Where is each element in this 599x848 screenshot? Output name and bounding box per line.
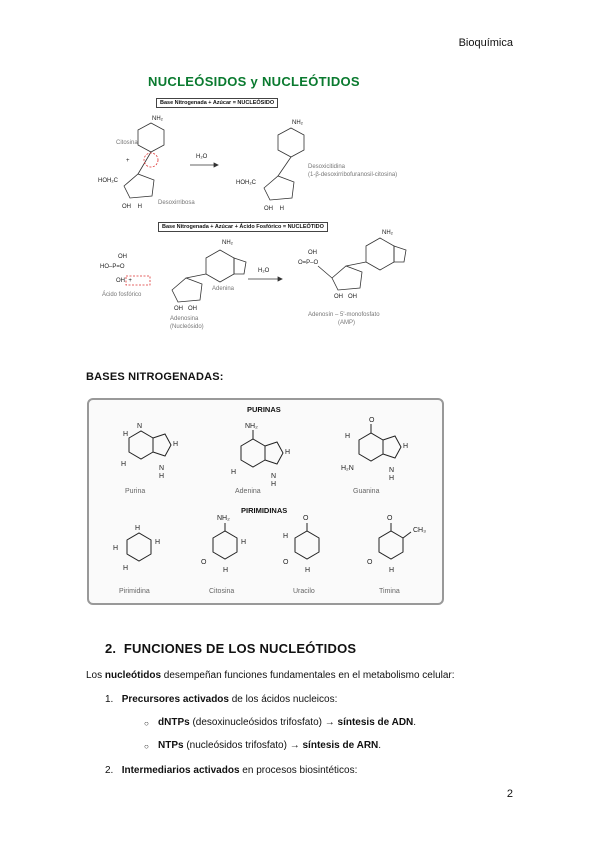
label-acido-fosforico: Ácido fosfórico bbox=[102, 292, 142, 298]
svg-text:H: H bbox=[223, 567, 229, 574]
label-adenosina-sub: (Nucleósido) bbox=[170, 324, 204, 330]
label-desoxicitidina: Desoxicitidina bbox=[308, 164, 346, 170]
intro-paragraph: Los nucleótidos desempeñan funciones fundamentales en el metabolismo celular: bbox=[86, 670, 455, 681]
svg-text:H: H bbox=[389, 567, 395, 574]
svg-text:H: H bbox=[135, 525, 141, 532]
svg-text:H: H bbox=[389, 475, 395, 482]
svg-text:N: N bbox=[159, 465, 165, 472]
label-desoxicitidina-sub: (1-β-desoxirribofuranosil-citosina) bbox=[308, 172, 398, 178]
base-name-pirimidina: Pirimidina bbox=[119, 588, 150, 595]
label-desoxirribosa: Desoxirribosa bbox=[158, 200, 195, 206]
svg-text:H: H bbox=[123, 431, 129, 438]
svg-text:H: H bbox=[231, 469, 237, 476]
label-adenina: Adenina bbox=[212, 286, 235, 292]
svg-text:H: H bbox=[241, 539, 247, 546]
base-name-citosina: Citosina bbox=[209, 588, 235, 595]
base-name-purina: Purina bbox=[125, 488, 146, 495]
svg-text:H: H bbox=[283, 533, 289, 540]
svg-text:H: H bbox=[123, 565, 129, 572]
pirimidinas-heading: PIRIMIDINAS bbox=[241, 506, 288, 515]
nucleosido-formula-box: Base Nitrogenada + Azúcar = NUCLEÓSIDO bbox=[156, 98, 278, 108]
base-name-timina: Timina bbox=[379, 588, 400, 595]
svg-text:H: H bbox=[173, 441, 179, 448]
label-amp-sub: (AMP) bbox=[338, 320, 355, 326]
label-water-2: H₂O bbox=[258, 268, 270, 274]
base-name-guanina: Guanina bbox=[353, 488, 380, 495]
nucleosidos-figure: NUCLEÓSIDOS y NUCLEÓTIDOS Base Nitrogenada + Azúcar = NUCLEÓSIDO Base Nitrogenada + Azúcar + Ácido Fosfórico = NUCLEÓTIDO NH₂ Citosina + HOH₂C OH H Desoxirribosa H₂O NH₂ HOH₂C OH H Desoxicitidina (1-β-desoxirribofuranosil-citosina) OH HO–P=O OH + Ácido fosfórico NH₂ Adenina OH OH Adenosina (Nucleósido) H₂O NH₂ OH O=P–O OH OH Adenosín – 5'-monofosfato (AMP) bbox=[86, 68, 416, 334]
svg-text:N: N bbox=[271, 473, 277, 480]
svg-text:O: O bbox=[367, 559, 373, 566]
label-amp: Adenosín – 5'-monofosfato bbox=[308, 312, 380, 318]
bases-nitrogenadas-figure bbox=[87, 398, 444, 605]
figure-title: NUCLEÓSIDOS y NUCLEÓTIDOS bbox=[148, 74, 360, 89]
bullet-icon: ○ bbox=[144, 742, 149, 751]
svg-text:H: H bbox=[159, 473, 165, 480]
svg-text:H: H bbox=[113, 545, 119, 552]
svg-text:H: H bbox=[155, 539, 161, 546]
bases-title: BASES NITROGENADAS: bbox=[86, 371, 224, 383]
svg-text:O: O bbox=[369, 417, 375, 424]
list-item-1: 1. Precursores activados de los ácidos nucleicos: bbox=[105, 694, 338, 705]
list-item-2: 2. Intermediarios activados en procesos biosintéticos: bbox=[105, 765, 358, 776]
page-header: Bioquímica bbox=[458, 37, 513, 49]
svg-text:O: O bbox=[201, 559, 207, 566]
svg-text:H: H bbox=[271, 481, 277, 488]
svg-text:N: N bbox=[389, 467, 395, 474]
svg-text:O: O bbox=[283, 559, 289, 566]
bullet-icon: ○ bbox=[144, 719, 149, 728]
svg-text:NH₂: NH₂ bbox=[245, 423, 258, 430]
svg-text:CH₃: CH₃ bbox=[413, 527, 426, 534]
bases-structures bbox=[89, 400, 442, 603]
svg-text:N: N bbox=[137, 423, 143, 430]
svg-text:O: O bbox=[387, 515, 393, 522]
label-citosina: Citosina bbox=[116, 140, 138, 146]
label-water-1: H₂O bbox=[196, 154, 208, 160]
base-name-uracilo: Uracilo bbox=[293, 588, 315, 595]
svg-text:H: H bbox=[285, 449, 291, 456]
svg-text:H: H bbox=[305, 567, 311, 574]
page-number: 2 bbox=[506, 788, 513, 800]
purinas-heading: PURINAS bbox=[247, 405, 281, 414]
svg-text:NH₂: NH₂ bbox=[217, 515, 230, 522]
label-adenosina: Adenosina bbox=[170, 316, 199, 322]
sublist-item-1: dNTPs (desoxinucleósidos trifosfato) → síntesis de ADN. bbox=[158, 717, 417, 728]
svg-text:H: H bbox=[345, 433, 351, 440]
section-heading: 2. FUNCIONES DE LOS NUCLEÓTIDOS bbox=[105, 641, 357, 656]
nucleotido-formula-box: Base Nitrogenada + Azúcar + Ácido Fosfórico = NUCLEÓTIDO bbox=[158, 222, 328, 232]
base-name-adenina: Adenina bbox=[235, 488, 261, 495]
sublist-item-2: NTPs (nucleósidos trifosfato) → síntesis de ARN. bbox=[158, 740, 382, 751]
svg-text:H: H bbox=[403, 443, 409, 450]
svg-text:H: H bbox=[121, 461, 127, 468]
svg-text:O: O bbox=[303, 515, 309, 522]
svg-text:H₂N: H₂N bbox=[341, 465, 354, 472]
